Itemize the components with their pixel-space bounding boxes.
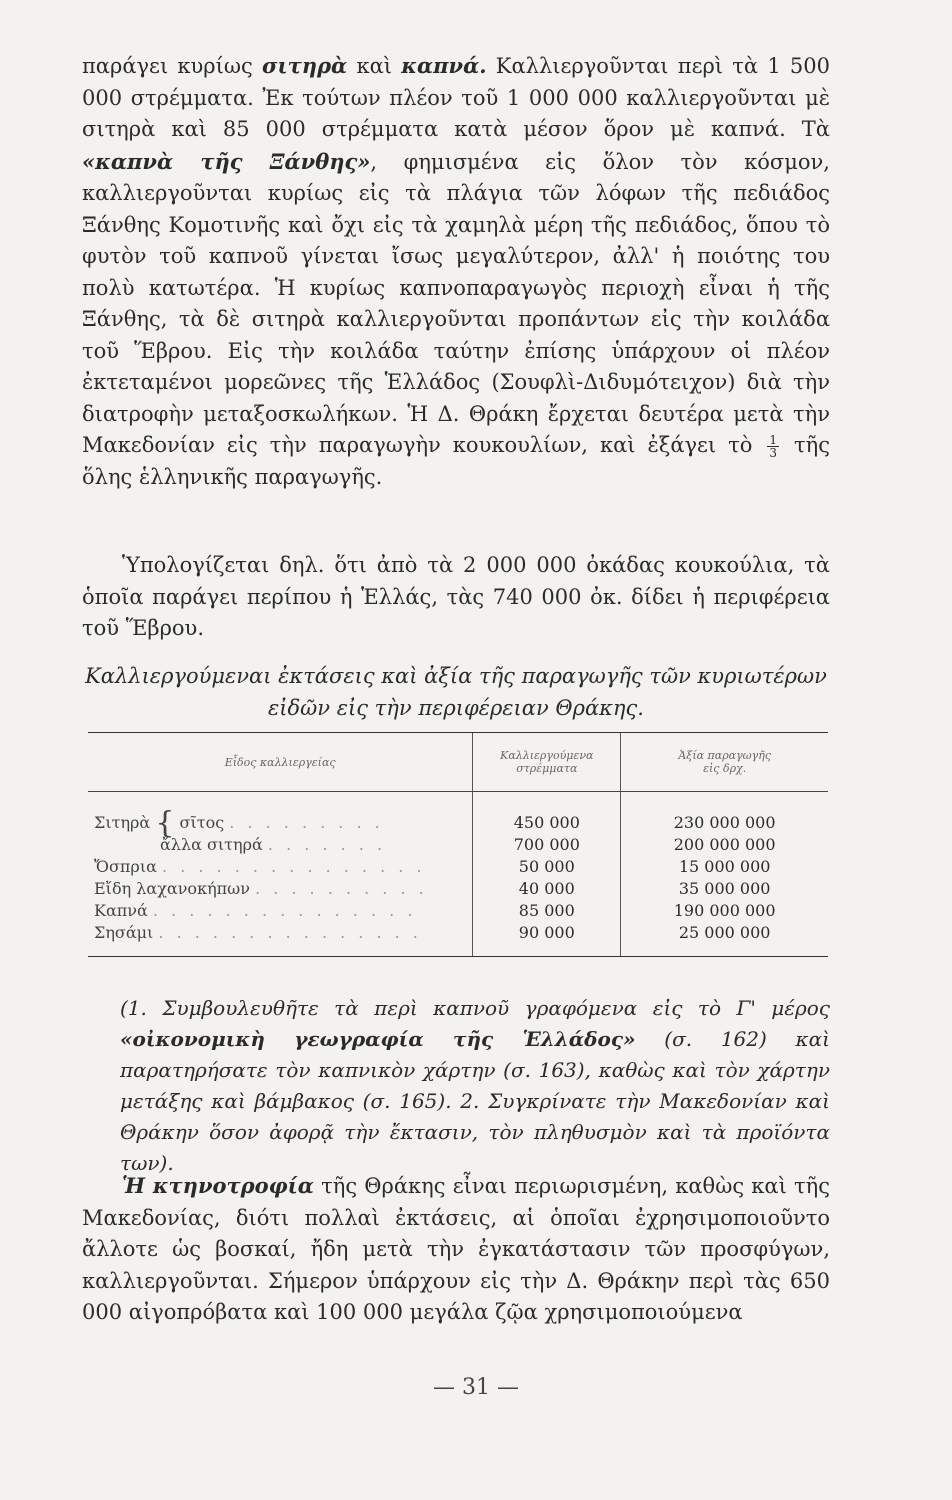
header-kind: Εἶδος καλλιεργείας: [88, 733, 473, 792]
text: παράγει κυρίως: [82, 54, 263, 78]
table-row: [88, 900, 828, 922]
text: Καλλιεργοῦνται περὶ τὰ 1 500 000 στρέμματα. Ἐκ τούτων πλέον τοῦ 1 000 000 καλλιεργοῦνται μὲ σιτηρὰ καὶ 85 000 στρέμματα κατὰ μέσον ὅρον μὲ καπνά. Τὰ: [82, 54, 831, 141]
row-label-text: σῖτος: [179, 813, 225, 832]
row-value: 35 000 000: [621, 878, 828, 900]
paragraph-livestock: [82, 1170, 830, 1329]
fraction-numerator: 1: [769, 433, 778, 447]
table-row: [88, 922, 828, 957]
header-value: [621, 733, 828, 792]
study-note: [120, 993, 830, 1179]
fraction-one-third: [767, 434, 779, 459]
row-value: 15 000 000: [621, 856, 828, 878]
leader-dots: . . . . . . . . .: [229, 813, 384, 832]
row-label: [88, 900, 473, 922]
row-area: 85 000: [473, 900, 621, 922]
row-area: 50 000: [473, 856, 621, 878]
table-header-row: [88, 733, 828, 792]
row-label: [88, 922, 473, 957]
table-row: [88, 878, 828, 900]
leader-dots: . . . . . . . . . .: [255, 879, 428, 898]
row-area: 450 000: [473, 792, 621, 835]
table-row: [88, 792, 828, 835]
leader-dots: . . . . . . .: [267, 835, 387, 854]
table-caption-line1: Καλλιεργούμεναι ἐκτάσεις καὶ ἀξία τῆς παραγωγῆς τῶν κυριωτέρων: [85, 664, 827, 688]
row-value: 25 000 000: [621, 922, 828, 957]
table-row: [88, 856, 828, 878]
header-value-line2: εἰς δρχ.: [703, 762, 747, 775]
row-label-text: Ὄσπρια: [94, 857, 157, 876]
header-area: [473, 733, 621, 792]
row-area: 90 000: [473, 922, 621, 957]
row-label: [88, 792, 473, 841]
note-text: (1. Συμβουλευθῆτε τὰ περὶ καπνοῦ γραφόμενα εἰς τὸ Γ' μέρος: [120, 996, 830, 1020]
note-text: (σ. 162) καὶ παρατηρήσατε τὸν καπνικὸν χάρτην (σ. 163), καθὼς καὶ τὸν χάρτην μετάξης καὶ βάμβακος (σ. 165). 2. Συγκρίνατε τὴν Μακεδονίαν καὶ Θράκην ὅσον ἀφορᾷ τὴν ἔκτασιν, τὸν πληθυσμὸν καὶ τὰ προϊόντα των).: [120, 1027, 830, 1175]
production-table: [88, 732, 828, 957]
row-label-text: ἄλλα σιτηρά: [160, 835, 263, 854]
table-caption: [82, 660, 830, 724]
row-label: [88, 834, 473, 856]
text: , φημισμένα εἰς ὅλον τὸν κόσμον, καλλιεργοῦνται κυρίως εἰς τὰ πλάγια τῶν λόφων τῆς πεδιάδος Ξάνθης Κομοτινῆς καὶ ὄχι εἰς τὰ χαμηλὰ μέρη τῆς πεδιάδος, ὅπου τὸ φυτὸν τοῦ καπνοῦ γίνεται ἴσως μεγαλύτερον, ἀλλ' ἡ ποιότης του πολὺ κατωτέρα. Ἡ κυρίως καπνοπαραγωγὸς περιοχὴ εἶναι ἡ τῆς Ξάνθης, τὰ δὲ σιτηρὰ καλλιεργοῦνται προπάντων εἰς τὴν κοιλάδα τοῦ Ἕβρου. Εἰς τὴν κοιλάδα ταύτην ἐπίσης ὑπάρχουν οἱ πλέον ἐκτεταμένοι μορεῶνες τῆς Ἑλλάδος (Σουφλὶ-Διδυμότειχον) διὰ τὴν διατροφὴν μεταξοσκωλήκων. Ἡ Δ. Θράκη ἔρχεται δευτέρα μετὰ τὴν Μακεδονίαν εἰς τὴν παραγωγὴν κουκουλίων, καὶ ἐξάγει τὸ: [82, 149, 830, 457]
page-number: — 31 —: [433, 1375, 519, 1400]
row-value: 190 000 000: [621, 900, 828, 922]
note-book-title: «οἰκονομικὴ γεωγραφία τῆς Ἑλλάδος»: [120, 1027, 636, 1051]
leader-dots: . . . . . . . . . . . . . . .: [152, 901, 417, 920]
text: τῆς Θράκης εἶναι περιωρισμένη, καθὼς καὶ τῆς Μακεδονίας, διότι πολλαὶ ἐκτάσεις, αἱ ὁποῖαι ἐχρησιμοποιοῦντο ἄλλοτε ὡς βοσκαί, ἤδη μετὰ τὴν ἐγκατάστασιν τῶν προσφύγων, καλλιεργοῦνται. Σήμερον ὑπάρχουν εἰς τὴν Δ. Θράκην περὶ τὰς 650 000 αἰγοπρόβατα καὶ 100 000 μεγάλα ζῷα χρησιμοποιούμενα: [82, 1174, 830, 1324]
row-value: 230 000 000: [621, 792, 828, 835]
row-label: [88, 856, 473, 878]
emphasis-cereals: σιτηρὰ: [262, 53, 348, 78]
brace-icon: {: [155, 805, 175, 841]
row-label-text: Εἴδη λαχανοκήπων: [94, 879, 250, 898]
table-row: [88, 834, 828, 856]
row-label: [88, 878, 473, 900]
fraction-denominator: 3: [769, 446, 778, 460]
row-area: 700 000: [473, 834, 621, 856]
header-value-line1: Ἀξία παραγωγῆς: [678, 749, 771, 762]
header-area-line1: Καλλιεργούμενα: [500, 749, 594, 762]
group-label-cereals: Σιτηρὰ: [94, 813, 151, 832]
table-caption-line2: εἰδῶν εἰς τὴν περιφέρειαν Θράκης.: [268, 696, 644, 720]
emphasis-tobacco: καπνά.: [401, 53, 487, 78]
emphasis-livestock: Ἡ κτηνοτροφία: [122, 1173, 314, 1198]
text: τῆς ὅλης ἑλληνικῆς παραγωγῆς.: [82, 433, 830, 489]
row-label-text: Σησάμι: [94, 923, 154, 942]
header-area-line2: στρέμματα: [516, 762, 578, 775]
paragraph-cocoons: Ὑπολογίζεται δηλ. ὅτι ἀπὸ τὰ 2 000 000 ὀκάδας κουκούλια, τὰ ὁποῖα παράγει περίπου ἡ Ἑλλάς, τὰς 740 000 ὀκ. δίδει ἡ περιφέρεια τοῦ Ἕβρου.: [82, 553, 830, 640]
row-label-text: Καπνά: [94, 901, 148, 920]
row-value: 200 000 000: [621, 834, 828, 856]
leader-dots: . . . . . . . . . . . . . . .: [158, 923, 422, 942]
text: καὶ: [347, 54, 402, 78]
leader-dots: . . . . . . . . . . . . . . .: [162, 857, 426, 876]
emphasis-xanthi-tobacco: «καπνὰ τῆς Ξάνθης»: [82, 148, 371, 174]
row-area: 40 000: [473, 878, 621, 900]
paragraph-crops: [82, 50, 830, 493]
